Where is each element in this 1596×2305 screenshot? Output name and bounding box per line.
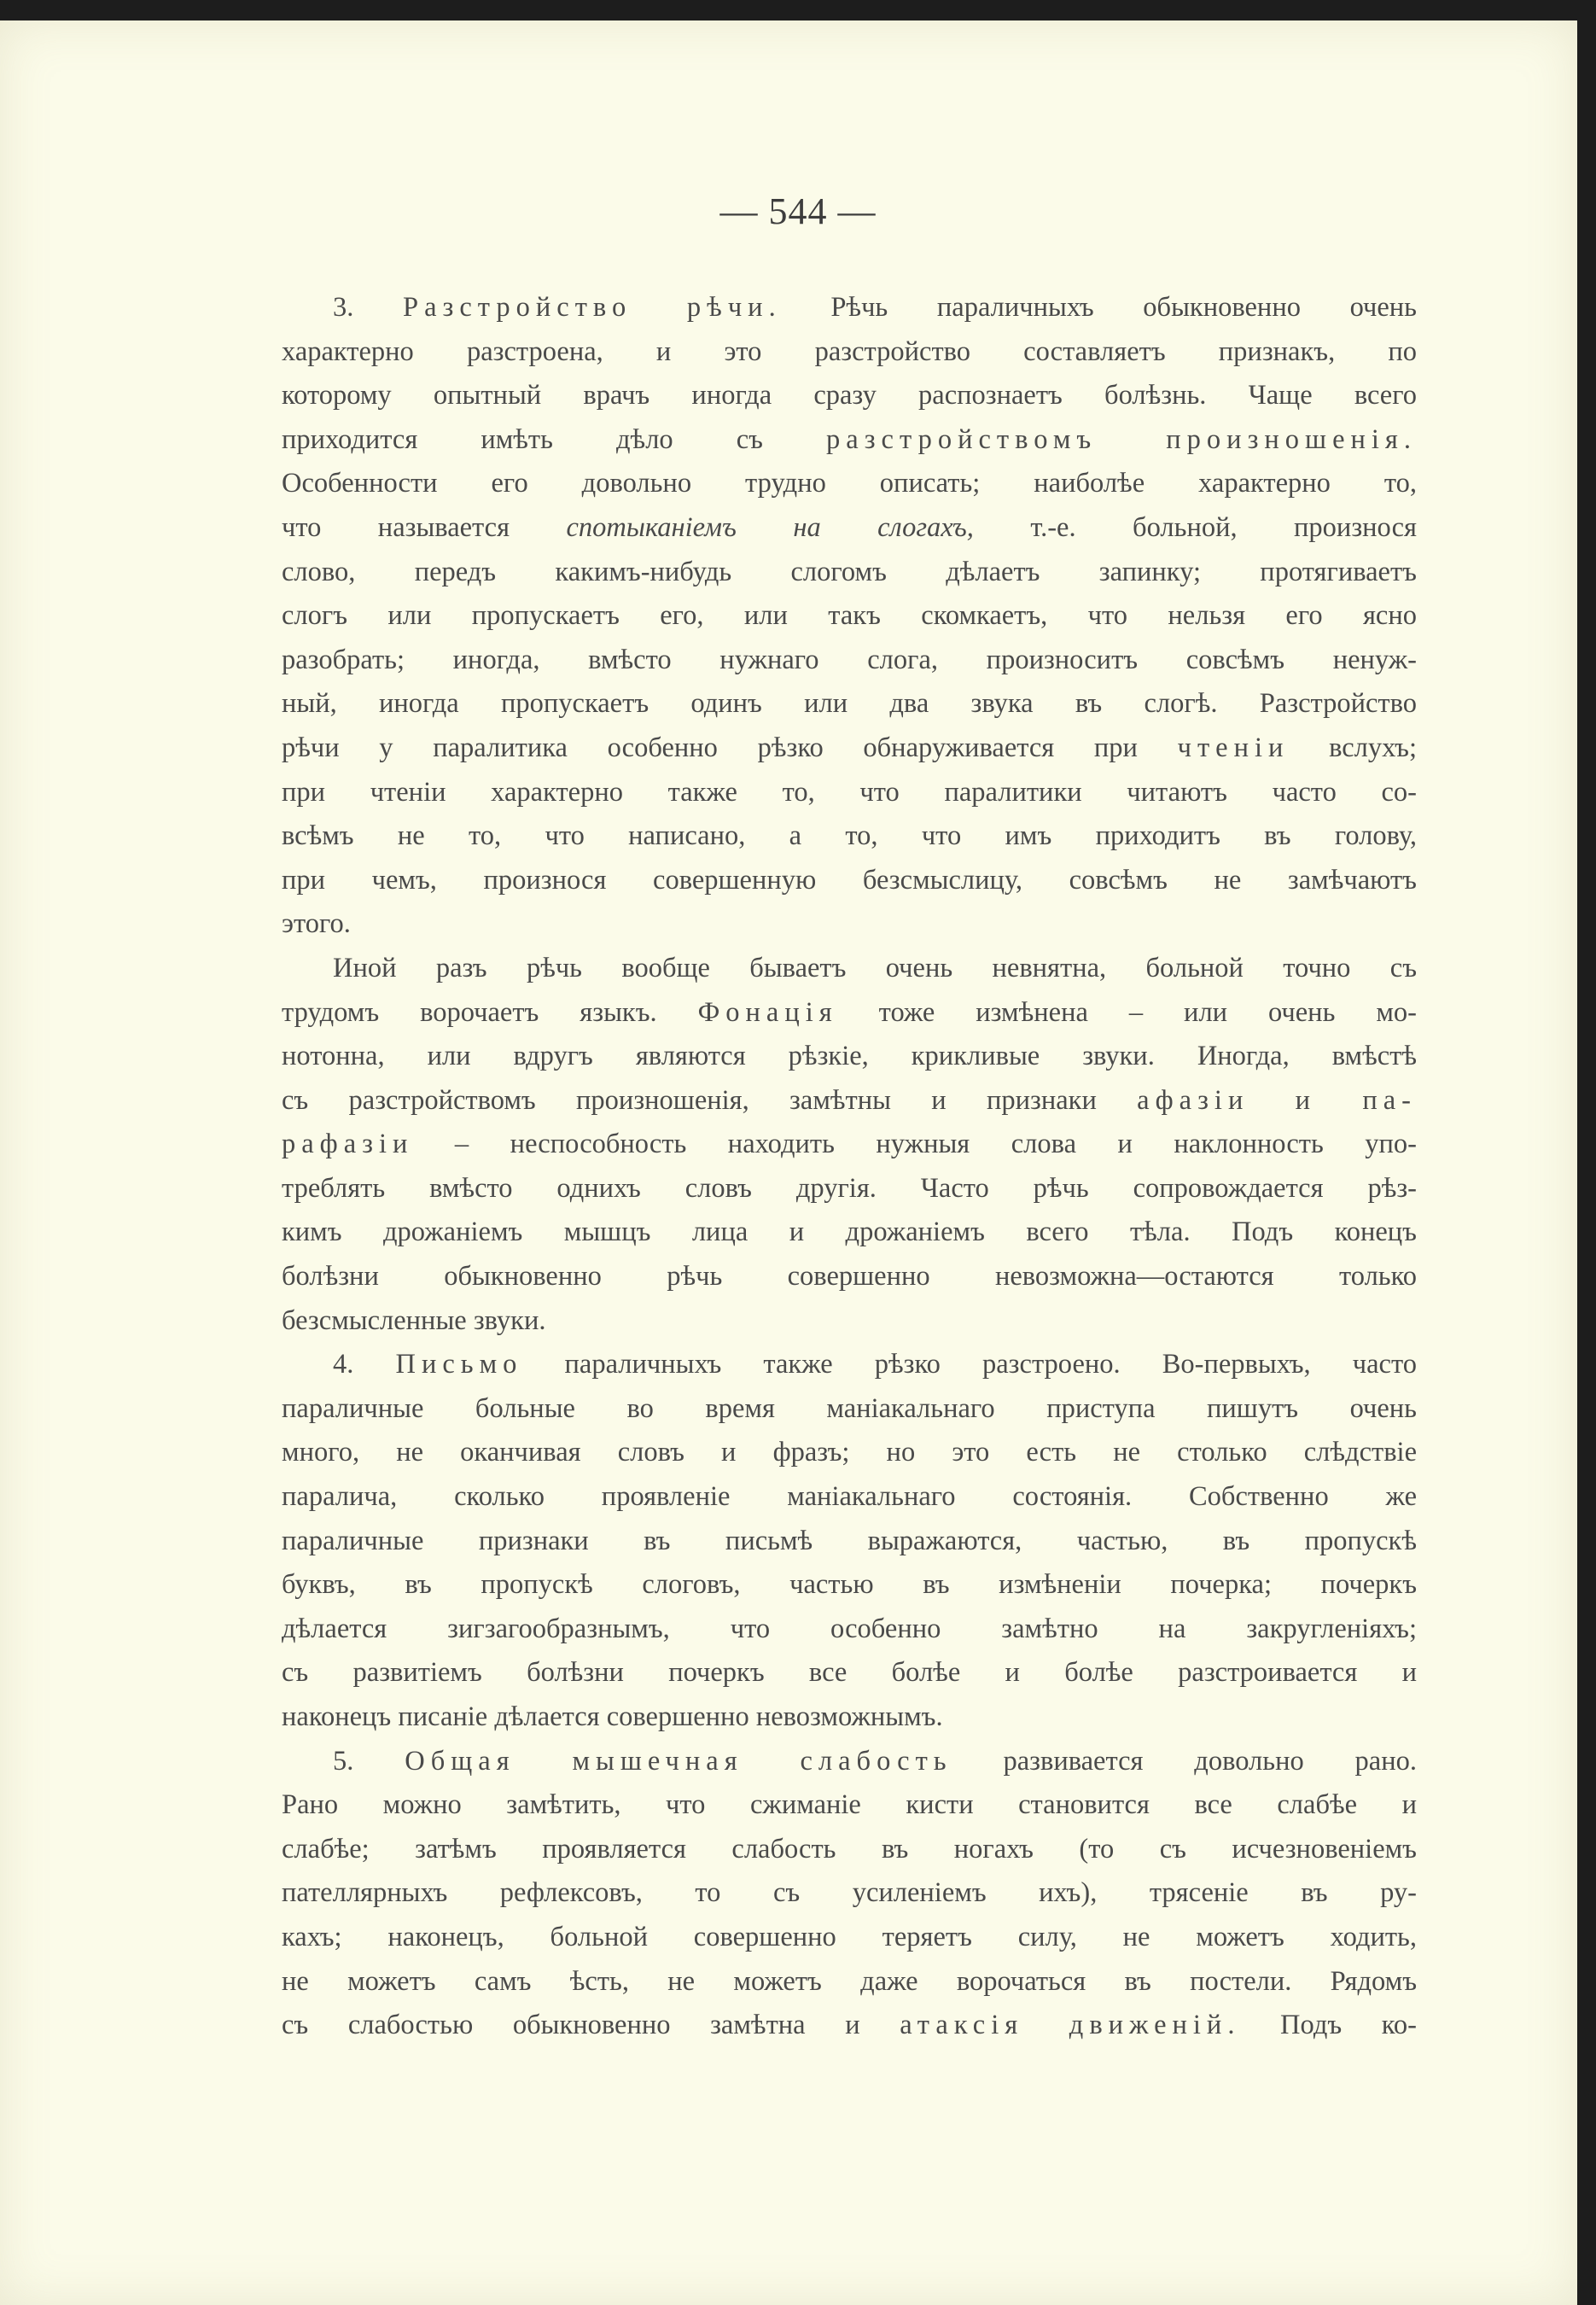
text-line	[282, 991, 1417, 1036]
spaced-emphasis: разстройствомъ произношенія.	[826, 423, 1417, 455]
text-line: слабѣе; затѣмъ проявляется слабость въ ногахъ (то съ исчезновеніемъ	[282, 1833, 1417, 1864]
text-line: много, не оканчивая словъ и фразъ; но это есть не столько слѣдствіе	[282, 1437, 1417, 1468]
text-line: Особенности его довольно трудно описать; наиболѣе характерно то,	[282, 468, 1417, 499]
text-line: нотонна, или вдругъ являются рѣзкіе, крикливые звуки. Иногда, вмѣстѣ	[282, 1041, 1417, 1072]
text-segment: параличныхъ также рѣзко разстроено. Во-первыхъ, часто	[522, 1349, 1417, 1380]
text-line: буквъ, въ пропускѣ слоговъ, частью въ измѣненіи почерка; почеркъ	[282, 1569, 1417, 1601]
text-line: съ развитіемъ болѣзни почеркъ все болѣе и болѣе разстроивается и	[282, 1657, 1417, 1689]
text-line	[282, 1343, 1417, 1387]
text-line: Иной разъ рѣчь вообще бываетъ очень невнятна, больной точно съ	[333, 952, 1417, 983]
text-line	[282, 727, 1417, 771]
text-line	[282, 2004, 1417, 2048]
body-text	[282, 286, 1417, 2048]
text-segment: что называется	[282, 511, 567, 543]
text-segment: развивается довольно рано.	[952, 1745, 1417, 1777]
text-line: кимъ дрожаніемъ мышцъ лица и дрожаніемъ всего тѣла. Подъ конецъ	[282, 1217, 1417, 1248]
text-segment: съ слабостью обыкновенно замѣтна и	[282, 2010, 900, 2041]
text-line: ный, иногда пропускаетъ одинъ или два звука въ слогѣ. Разстройство	[282, 688, 1417, 720]
text-line: при чемъ, произнося совершенную безсмыслицу, совсѣмъ не замѣчаютъ	[282, 864, 1417, 896]
text-line: которому опытный врачъ иногда сразу распознаетъ болѣзнь. Чаще всего	[282, 380, 1417, 411]
text-line: параличные больные во время маніакальнаго приступа пишутъ очень	[282, 1392, 1417, 1424]
text-line: паралича, сколько проявленіе маніакальнаго состоянія. Собственно же	[282, 1481, 1417, 1513]
text-segment: трудомъ ворочаетъ языкъ.	[282, 996, 698, 1028]
text-line: при чтеніи характерно также то, что паралитики читаютъ часто со-	[282, 776, 1417, 808]
text-line: дѣлается зигзагообразнымъ, что особенно замѣтно на закругленіяхъ;	[282, 1613, 1417, 1644]
spaced-emphasis: рафазіи	[282, 1129, 414, 1160]
text-line: слово, передъ какимъ-нибудь слогомъ дѣлаетъ запинку; протягиваетъ	[282, 556, 1417, 587]
italic-emphasis: спотыканіемъ на слогахъ,	[566, 511, 974, 543]
text-line: всѣмъ не то, что написано, а то, что имъ приходитъ въ голову,	[282, 820, 1417, 852]
text-segment: 3.	[333, 292, 404, 323]
text-segment: – неспособность находить нужныя слова и наклонность упо-	[413, 1129, 1417, 1160]
text-line: параличные признаки въ письмѣ выражаются, частью, въ пропускѣ	[282, 1525, 1417, 1556]
text-segment: приходится имѣть дѣло съ	[282, 423, 827, 455]
text-line: кахъ; наконецъ, больной совершенно теряетъ силу, не можетъ ходить,	[282, 1921, 1417, 1952]
text-line: Рано можно замѣтить, что сжиманіе кисти становится все слабѣе и	[282, 1789, 1417, 1821]
text-segment: Рѣчь параличныхъ обыкновенно очень	[781, 292, 1417, 323]
text-segment: Подъ ко-	[1240, 2010, 1417, 2041]
text-line: слогъ или пропускаетъ его, или такъ скомкаетъ, что нельзя его ясно	[282, 600, 1417, 632]
text-line: характерно разстроена, и это разстройство составляетъ признакъ, по	[282, 336, 1417, 367]
text-line	[282, 1079, 1417, 1123]
text-line	[282, 506, 1417, 551]
text-line	[282, 418, 1417, 463]
spaced-emphasis: Письмо	[395, 1349, 523, 1380]
spaced-emphasis: чтеніи	[1177, 732, 1290, 763]
text-line: наконецъ писаніе дѣлается совершенно невозможнымъ.	[282, 1701, 943, 1732]
spaced-emphasis: Общая мышечная слабость	[405, 1745, 952, 1777]
text-line: треблять вмѣсто однихъ словъ другія. Часто рѣчь сопровождается рѣз-	[282, 1172, 1417, 1204]
text-segment: рѣчи у паралитика особенно рѣзко обнаруживается при	[282, 732, 1178, 763]
spaced-emphasis: Разстройство рѣчи.	[403, 292, 782, 323]
text-segment: тоже измѣнена – или очень мо-	[837, 996, 1417, 1028]
spaced-emphasis: афазіи и па-	[1137, 1084, 1417, 1116]
spaced-emphasis: атаксія движеній.	[900, 2010, 1241, 2041]
text-line: болѣзни обыкновенно рѣчь совершенно невозможна—остаются только	[282, 1261, 1417, 1293]
text-segment: т.-е. больной, произнося	[973, 511, 1417, 543]
text-segment: 4.	[333, 1349, 396, 1380]
text-line	[282, 286, 1417, 330]
text-segment: вслухъ;	[1289, 732, 1417, 763]
text-line: пателлярныхъ рефлексовъ, то съ усиленіемъ ихъ), трясеніе въ ру-	[282, 1877, 1417, 1909]
text-line: этого.	[282, 908, 351, 940]
scan-border-right	[1577, 0, 1596, 2305]
text-line: разобрать; иногда, вмѣсто нужнаго слога, произноситъ совсѣмъ ненуж-	[282, 644, 1417, 675]
text-line	[282, 1740, 1417, 1784]
text-line: безсмысленные звуки.	[282, 1304, 546, 1336]
text-line	[282, 1123, 1417, 1167]
text-segment: 5.	[333, 1745, 405, 1777]
spaced-emphasis: Фонація	[697, 996, 838, 1028]
text-segment: съ разстройствомъ произношенія, замѣтны и признаки	[282, 1084, 1138, 1116]
text-line: не можетъ самъ ѣсть, не можетъ даже ворочаться въ постели. Рядомъ	[282, 1965, 1417, 1997]
page-number: — 544 —	[719, 190, 877, 232]
